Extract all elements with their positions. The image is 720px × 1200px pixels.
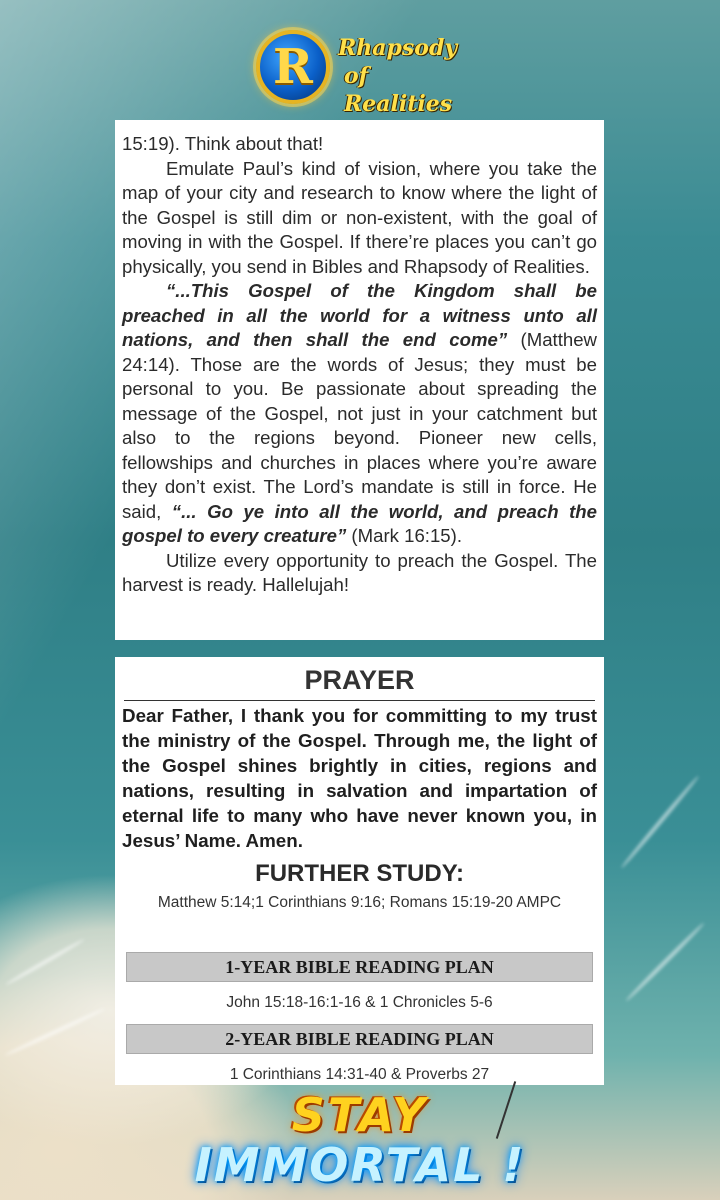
devotional-paragraph-2: Emulate Paul’s kind of vision, where you take the map of your city and research to know where the light of the Gospel is still dim or non-existent, with the goal of moving in with the Gospel. If there’re places you can’t go physically, you send in Bibles and Rhapsody of Realities. [122, 157, 597, 277]
further-study-references: Matthew 5:14;1 Corinthians 9:16; Romans 15:19-20 AMPC [157, 894, 562, 911]
prayer-text: Dear Father, I thank you for committing to my trust the ministry of the Gospel. Through me, the light of the Gospel shines brightly in cities, regions and nations, resulting in salvation and impartation of eternal life to many who have never known you, in Jesus’ Name. Amen. [122, 705, 597, 851]
two-year-plan-reading: 1 Corinthians 14:31-40 & Proverbs 27 [229, 1066, 490, 1083]
wave-decoration [5, 938, 85, 986]
one-year-plan-reading: John 15:18-16:1-16 & 1 Chronicles 5-6 [226, 994, 493, 1011]
scripture-commentary: (Matthew 24:14). Those are the words of Jesus; they must be personal to you. Be passionate about spreading the message of the Gospel, not just in your catchment but also to the regions beyond. Pioneer new cells, fellowships and churches in places where you’re aware they don’t exist. The Lord’s mandate is still in force. He said, [122, 329, 597, 522]
scripture-quote-2: “... Go ye into all the world, and preach the gospel to every creature” [122, 500, 597, 546]
one-year-plan-title: 1-YEAR BIBLE READING PLAN [126, 952, 593, 982]
devotional-paragraph-1: 15:19). Think about that! [122, 133, 324, 154]
prayer-card [115, 657, 604, 1085]
wave-decoration [625, 922, 706, 1003]
prayer-heading: PRAYER [304, 665, 415, 695]
logo-line-1: Rhapsody [338, 35, 458, 61]
logo-letter: R [273, 39, 313, 95]
devotional-paragraph-3 [122, 279, 597, 549]
brand-logo [256, 26, 466, 117]
devotional-card [115, 120, 604, 640]
footer-slogan-line-2: IMMORTAL ! [194, 1138, 526, 1192]
prayer-divider [124, 700, 595, 701]
logo-line-2: of Realities [344, 63, 453, 117]
footer-slogan-line-1: STAY [291, 1088, 429, 1142]
devotional-paragraph-4: Utilize every opportunity to preach the Gospel. The harvest is ready. Hallelujah! [122, 549, 597, 595]
wave-decoration [620, 775, 700, 869]
scripture-quote: “...This Gospel of the Kingdom shall be preached in all the world for a witness unto all nations, and then shall the end come” [122, 280, 597, 350]
further-study-heading: FURTHER STUDY: [255, 860, 464, 887]
two-year-plan-title: 2-YEAR BIBLE READING PLAN [126, 1024, 593, 1054]
wave-decoration [4, 1007, 105, 1057]
scripture-reference-2: (Mark 16:15). [346, 525, 462, 546]
logo-wordmark [338, 34, 466, 118]
logo-emblem [256, 30, 330, 104]
